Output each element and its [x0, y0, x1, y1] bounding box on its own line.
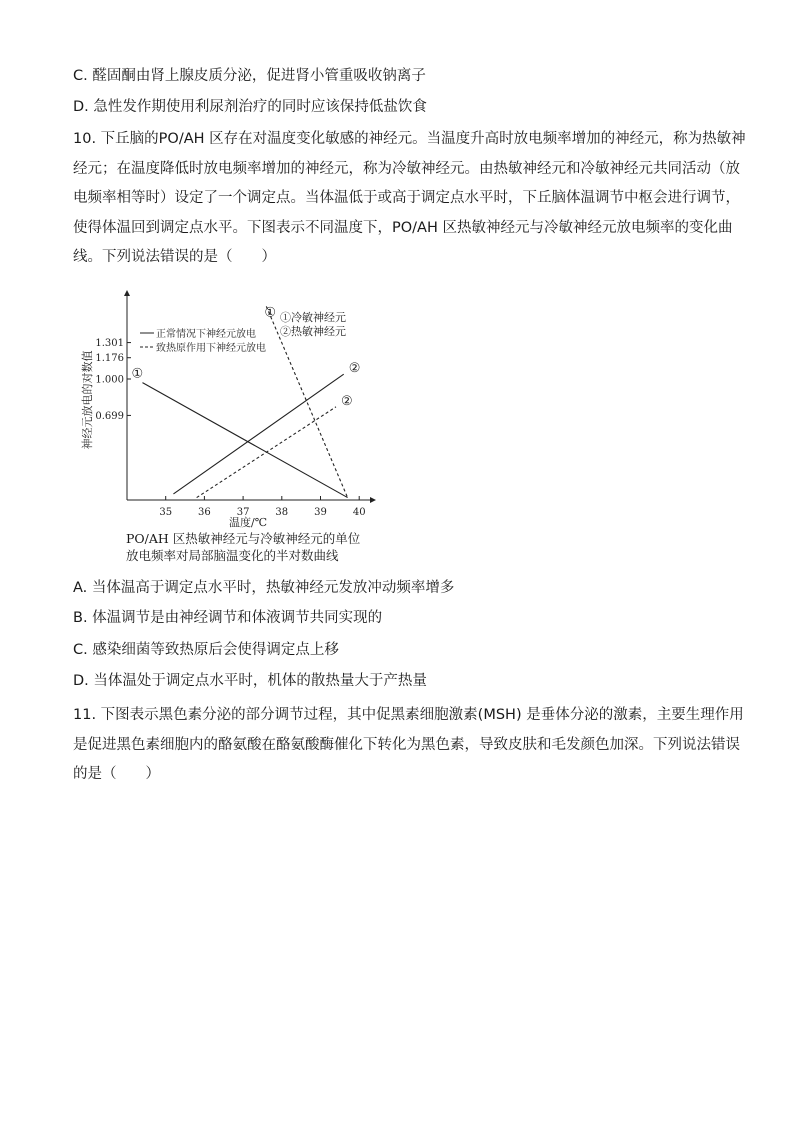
x-tick-label: 36 — [198, 507, 211, 518]
q10-stem-line: 线。下列说法错误的是（ ） — [73, 249, 276, 265]
q11-stem-line: 的是（ ） — [73, 766, 160, 782]
y-tick-label: 1.000 — [95, 374, 124, 386]
q10-stem-line: 经元；在温度降低时放电频率增加的神经元，称为冷敏神经元。由热敏神经元和冷敏神经元共同活动（放 — [73, 160, 740, 177]
q11-stem-line: 11. 下图表示黑色素分泌的部分调节过程，其中促黑素细胞激素(MSH) 是垂体分泌的激素，主要生理作用 — [73, 707, 744, 723]
legend-line-style: 正常情况下神经元放电 — [156, 329, 256, 340]
q11-stem — [73, 701, 744, 790]
q10-stem-line: 使得体温回到调定点水平。下图表示不同温度下，PO/AH 区热敏神经元与冷敏神经元放电频率的变化曲 — [73, 219, 733, 236]
q9-option-c: C. 醛固酮由肾上腺皮质分泌，促进肾小管重吸收钠离子 — [73, 68, 426, 84]
q10-option-d: D. 当体温处于调定点水平时，机体的散热量大于产热量 — [73, 673, 427, 689]
x-tick-label: 37 — [236, 507, 250, 518]
legend-line-style: 致热原作用下神经元放电 — [156, 343, 266, 354]
q11-stem-line: 是促进黑色素细胞内的酪氨酸在酪氨酸酶催化下转化为黑色素，导致皮肤和毛发颜色加深。下列说法错误 — [73, 736, 740, 753]
chart-caption — [126, 530, 360, 564]
legend-curve-label: ②热敏神经元 — [280, 325, 346, 338]
series-marker: ② — [348, 361, 361, 377]
neuron-firing-chart — [78, 285, 378, 530]
x-tick-label: 35 — [159, 507, 173, 518]
series-line — [142, 383, 347, 498]
y-axis-label: 神经元放电的对数值 — [81, 350, 94, 450]
y-tick-label: 1.176 — [95, 353, 124, 365]
x-axis-label: 温度/℃ — [228, 516, 268, 529]
q10-option-a: A. 当体温高于调定点水平时，热敏神经元发放冲动频率增多 — [73, 580, 455, 596]
x-tick-label: 38 — [275, 507, 289, 518]
series-marker: ① — [131, 366, 144, 382]
legend-curve-label: ①冷敏神经元 — [280, 311, 346, 324]
caption-line: 放电频率对局部脑温变化的半对数曲线 — [126, 548, 339, 563]
q10-option-b: B. 体温调节是由神经调节和体液调节共同实现的 — [73, 610, 383, 626]
series-marker: ① — [264, 305, 276, 321]
series-line — [197, 407, 336, 498]
q10-stem-line: 10. 下丘脑的PO/AH 区存在对温度变化敏感的神经元。当温度升高时放电频率增加的神经元，称为热敏神 — [73, 131, 746, 147]
q10-option-c: C. 感染细菌等致热原后会使得调定点上移 — [73, 642, 339, 658]
y-tick-label: 1.301 — [95, 338, 124, 350]
x-tick-label: 40 — [352, 507, 366, 518]
x-tick-label: 39 — [314, 507, 327, 518]
y-tick-label: 0.699 — [95, 410, 124, 422]
q10-stem — [73, 125, 746, 273]
caption-line: PO/AH 区热敏神经元与冷敏神经元的单位 — [126, 531, 361, 546]
series-marker: ② — [340, 393, 353, 409]
q9-option-d: D. 急性发作期使用利尿剂治疗的同时应该保持低盐饮食 — [73, 99, 427, 115]
q10-stem-line: 电频率相等时）设定了一个调定点。当体温低于或高于调定点水平时，下丘脑体温调节中枢会进行调节， — [73, 190, 740, 206]
series-line — [173, 374, 343, 494]
